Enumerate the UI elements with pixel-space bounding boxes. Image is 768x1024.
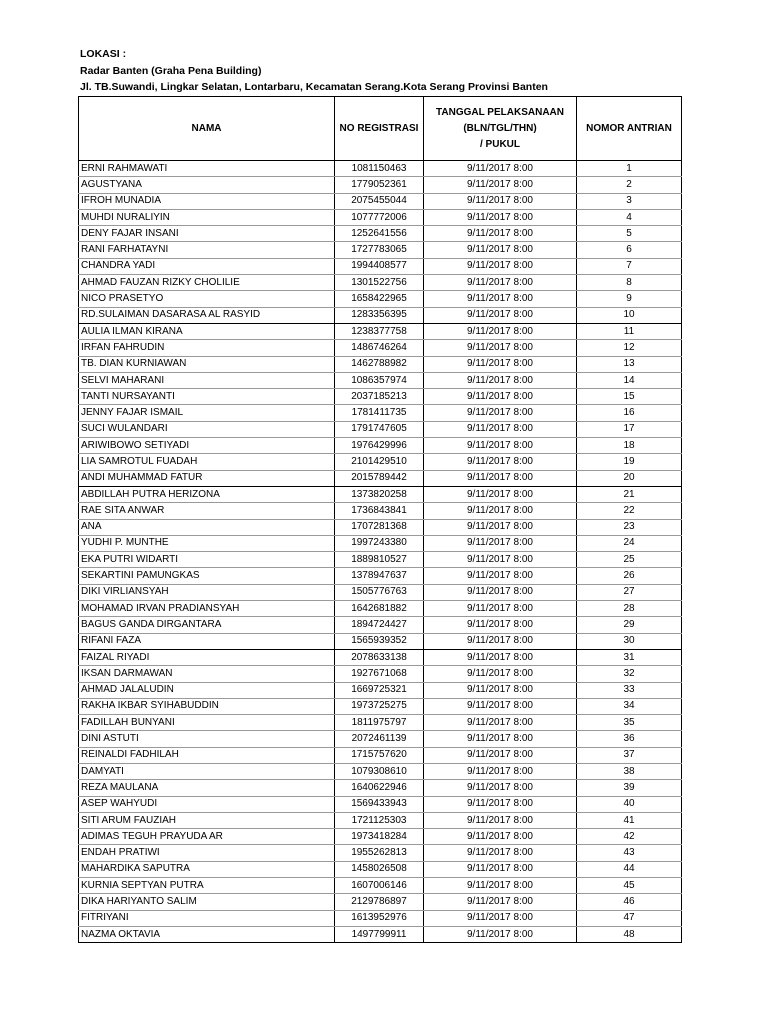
cell-no-registrasi: 1736843841 <box>335 503 424 519</box>
table-row <box>79 486 682 502</box>
cell-nomor-antrian: 14 <box>577 372 682 388</box>
cell-nama: LIA SAMROTUL FUADAH <box>79 454 335 470</box>
cell-no-registrasi: 2078633138 <box>335 649 424 665</box>
cell-no-registrasi: 1486746264 <box>335 340 424 356</box>
cell-nomor-antrian: 36 <box>577 731 682 747</box>
cell-nomor-antrian: 29 <box>577 617 682 633</box>
cell-tanggal: 9/11/2017 8:00 <box>424 535 577 551</box>
cell-no-registrasi: 1715757620 <box>335 747 424 763</box>
cell-nama: MUHDI NURALIYIN <box>79 209 335 225</box>
table-row <box>79 747 682 763</box>
cell-tanggal: 9/11/2017 8:00 <box>424 649 577 665</box>
cell-nomor-antrian: 23 <box>577 519 682 535</box>
cell-tanggal: 9/11/2017 8:00 <box>424 161 577 177</box>
cell-tanggal: 9/11/2017 8:00 <box>424 812 577 828</box>
cell-no-registrasi: 1252641556 <box>335 226 424 242</box>
cell-no-registrasi: 1565939352 <box>335 633 424 649</box>
table-row <box>79 226 682 242</box>
cell-no-registrasi: 1077772006 <box>335 209 424 225</box>
cell-nama: YUDHI P. MUNTHE <box>79 535 335 551</box>
table-row <box>79 926 682 942</box>
cell-nama: ABDILLAH PUTRA HERIZONA <box>79 486 335 502</box>
cell-tanggal: 9/11/2017 8:00 <box>424 307 577 323</box>
column-header-nama: NAMA <box>79 97 335 161</box>
cell-nomor-antrian: 15 <box>577 389 682 405</box>
cell-no-registrasi: 1973418284 <box>335 829 424 845</box>
cell-nomor-antrian: 10 <box>577 307 682 323</box>
cell-tanggal: 9/11/2017 8:00 <box>424 666 577 682</box>
cell-no-registrasi: 1086357974 <box>335 372 424 388</box>
cell-nama: ANA <box>79 519 335 535</box>
cell-nama: FITRIYANI <box>79 910 335 926</box>
cell-nomor-antrian: 21 <box>577 486 682 502</box>
cell-tanggal: 9/11/2017 8:00 <box>424 568 577 584</box>
cell-nomor-antrian: 22 <box>577 503 682 519</box>
cell-no-registrasi: 1505776763 <box>335 584 424 600</box>
cell-nama: IRFAN FAHRUDIN <box>79 340 335 356</box>
cell-nomor-antrian: 32 <box>577 666 682 682</box>
cell-tanggal: 9/11/2017 8:00 <box>424 926 577 942</box>
cell-tanggal: 9/11/2017 8:00 <box>424 894 577 910</box>
cell-nomor-antrian: 44 <box>577 861 682 877</box>
cell-nama: TB. DIAN KURNIAWAN <box>79 356 335 372</box>
cell-no-registrasi: 1894724427 <box>335 617 424 633</box>
cell-tanggal: 9/11/2017 8:00 <box>424 829 577 845</box>
cell-nomor-antrian: 46 <box>577 894 682 910</box>
cell-nama: AHMAD FAUZAN RIZKY CHOLILIE <box>79 275 335 291</box>
cell-no-registrasi: 1283356395 <box>335 307 424 323</box>
cell-nama: IFROH MUNADIA <box>79 193 335 209</box>
cell-tanggal: 9/11/2017 8:00 <box>424 519 577 535</box>
cell-no-registrasi: 1081150463 <box>335 161 424 177</box>
cell-no-registrasi: 2075455044 <box>335 193 424 209</box>
cell-nama: ARIWIBOWO SETIYADI <box>79 438 335 454</box>
table-row <box>79 796 682 812</box>
cell-nama: REINALDI FADHILAH <box>79 747 335 763</box>
cell-tanggal: 9/11/2017 8:00 <box>424 242 577 258</box>
cell-tanggal: 9/11/2017 8:00 <box>424 763 577 779</box>
table-row <box>79 503 682 519</box>
cell-no-registrasi: 1779052361 <box>335 177 424 193</box>
column-header-no-registrasi: NO REGISTRASI <box>335 97 424 161</box>
cell-nama: ANDI MUHAMMAD FATUR <box>79 470 335 486</box>
cell-no-registrasi: 2015789442 <box>335 470 424 486</box>
cell-nama: RANI FARHATAYNI <box>79 242 335 258</box>
cell-nama: AGUSTYANA <box>79 177 335 193</box>
cell-nomor-antrian: 42 <box>577 829 682 845</box>
cell-tanggal: 9/11/2017 8:00 <box>424 633 577 649</box>
cell-no-registrasi: 2072461139 <box>335 731 424 747</box>
cell-tanggal: 9/11/2017 8:00 <box>424 405 577 421</box>
table-row <box>79 780 682 796</box>
cell-nama: MOHAMAD IRVAN PRADIANSYAH <box>79 601 335 617</box>
column-header-nomor-antrian: NOMOR ANTRIAN <box>577 97 682 161</box>
table-row <box>79 666 682 682</box>
cell-nama: EKA PUTRI WIDARTI <box>79 552 335 568</box>
cell-tanggal: 9/11/2017 8:00 <box>424 372 577 388</box>
cell-no-registrasi: 1462788982 <box>335 356 424 372</box>
cell-no-registrasi: 1973725275 <box>335 698 424 714</box>
cell-nama: DIKI VIRLIANSYAH <box>79 584 335 600</box>
column-header-tanggal <box>424 97 577 161</box>
cell-nomor-antrian: 27 <box>577 584 682 600</box>
cell-nama: CHANDRA YADI <box>79 258 335 274</box>
table-row <box>79 258 682 274</box>
cell-no-registrasi: 1707281368 <box>335 519 424 535</box>
cell-nama: SELVI MAHARANI <box>79 372 335 388</box>
table-row <box>79 649 682 665</box>
cell-nomor-antrian: 12 <box>577 340 682 356</box>
cell-nomor-antrian: 16 <box>577 405 682 421</box>
cell-nomor-antrian: 37 <box>577 747 682 763</box>
table-row <box>79 617 682 633</box>
table-row <box>79 421 682 437</box>
table-row <box>79 910 682 926</box>
cell-tanggal: 9/11/2017 8:00 <box>424 845 577 861</box>
cell-nomor-antrian: 6 <box>577 242 682 258</box>
cell-no-registrasi: 1811975797 <box>335 715 424 731</box>
cell-nomor-antrian: 18 <box>577 438 682 454</box>
table-row <box>79 275 682 291</box>
cell-tanggal: 9/11/2017 8:00 <box>424 193 577 209</box>
cell-no-registrasi: 1569433943 <box>335 796 424 812</box>
cell-nomor-antrian: 38 <box>577 763 682 779</box>
table-row <box>79 161 682 177</box>
cell-nomor-antrian: 48 <box>577 926 682 942</box>
cell-tanggal: 9/11/2017 8:00 <box>424 731 577 747</box>
cell-tanggal: 9/11/2017 8:00 <box>424 486 577 502</box>
table-row <box>79 372 682 388</box>
cell-nama: DENY FAJAR INSANI <box>79 226 335 242</box>
cell-no-registrasi: 1721125303 <box>335 812 424 828</box>
cell-no-registrasi: 1669725321 <box>335 682 424 698</box>
cell-tanggal: 9/11/2017 8:00 <box>424 780 577 796</box>
table-row <box>79 454 682 470</box>
cell-tanggal: 9/11/2017 8:00 <box>424 584 577 600</box>
table-row <box>79 601 682 617</box>
cell-tanggal: 9/11/2017 8:00 <box>424 421 577 437</box>
cell-no-registrasi: 1955262813 <box>335 845 424 861</box>
cell-nomor-antrian: 19 <box>577 454 682 470</box>
cell-nama: RD.SULAIMAN DASARASA AL RASYID <box>79 307 335 323</box>
cell-tanggal: 9/11/2017 8:00 <box>424 356 577 372</box>
cell-no-registrasi: 1373820258 <box>335 486 424 502</box>
cell-nama: IKSAN DARMAWAN <box>79 666 335 682</box>
cell-nomor-antrian: 43 <box>577 845 682 861</box>
cell-tanggal: 9/11/2017 8:00 <box>424 209 577 225</box>
cell-nomor-antrian: 45 <box>577 878 682 894</box>
cell-tanggal: 9/11/2017 8:00 <box>424 617 577 633</box>
cell-nama: NAZMA OKTAVIA <box>79 926 335 942</box>
cell-no-registrasi: 2101429510 <box>335 454 424 470</box>
cell-nomor-antrian: 28 <box>577 601 682 617</box>
cell-tanggal: 9/11/2017 8:00 <box>424 910 577 926</box>
table-row <box>79 242 682 258</box>
table-row <box>79 193 682 209</box>
table-row <box>79 340 682 356</box>
cell-nama: DIKA HARIYANTO SALIM <box>79 894 335 910</box>
cell-tanggal: 9/11/2017 8:00 <box>424 503 577 519</box>
column-header-tanggal-line3: / PUKUL <box>480 138 520 150</box>
table-row <box>79 438 682 454</box>
cell-no-registrasi: 1613952976 <box>335 910 424 926</box>
cell-tanggal: 9/11/2017 8:00 <box>424 258 577 274</box>
cell-tanggal: 9/11/2017 8:00 <box>424 796 577 812</box>
cell-nomor-antrian: 35 <box>577 715 682 731</box>
table-row <box>79 307 682 323</box>
table-row <box>79 356 682 372</box>
location-label: LOKASI : <box>80 48 127 60</box>
cell-nomor-antrian: 41 <box>577 812 682 828</box>
table-row <box>79 894 682 910</box>
cell-tanggal: 9/11/2017 8:00 <box>424 438 577 454</box>
cell-no-registrasi: 1791747605 <box>335 421 424 437</box>
cell-nomor-antrian: 47 <box>577 910 682 926</box>
cell-tanggal: 9/11/2017 8:00 <box>424 715 577 731</box>
cell-tanggal: 9/11/2017 8:00 <box>424 226 577 242</box>
table-row <box>79 829 682 845</box>
table-row <box>79 698 682 714</box>
cell-tanggal: 9/11/2017 8:00 <box>424 470 577 486</box>
table-body <box>79 161 682 943</box>
cell-nama: MAHARDIKA SAPUTRA <box>79 861 335 877</box>
cell-tanggal: 9/11/2017 8:00 <box>424 340 577 356</box>
table-row <box>79 584 682 600</box>
table-row <box>79 519 682 535</box>
cell-no-registrasi: 1378947637 <box>335 568 424 584</box>
cell-tanggal: 9/11/2017 8:00 <box>424 747 577 763</box>
location-header <box>80 46 548 96</box>
cell-no-registrasi: 1889810527 <box>335 552 424 568</box>
cell-no-registrasi: 1642681882 <box>335 601 424 617</box>
cell-nomor-antrian: 33 <box>577 682 682 698</box>
cell-nomor-antrian: 40 <box>577 796 682 812</box>
cell-nomor-antrian: 30 <box>577 633 682 649</box>
table-row <box>79 682 682 698</box>
cell-nomor-antrian: 31 <box>577 649 682 665</box>
cell-tanggal: 9/11/2017 8:00 <box>424 454 577 470</box>
cell-no-registrasi: 2037185213 <box>335 389 424 405</box>
table-row <box>79 209 682 225</box>
cell-nama: NICO PRASETYO <box>79 291 335 307</box>
cell-nomor-antrian: 25 <box>577 552 682 568</box>
table-row <box>79 552 682 568</box>
cell-no-registrasi: 1658422965 <box>335 291 424 307</box>
cell-nama: REZA MAULANA <box>79 780 335 796</box>
cell-nama: RIFANI FAZA <box>79 633 335 649</box>
cell-nama: FADILLAH BUNYANI <box>79 715 335 731</box>
cell-nomor-antrian: 3 <box>577 193 682 209</box>
cell-tanggal: 9/11/2017 8:00 <box>424 177 577 193</box>
queue-table <box>78 96 682 943</box>
cell-no-registrasi: 1727783065 <box>335 242 424 258</box>
cell-nomor-antrian: 9 <box>577 291 682 307</box>
cell-tanggal: 9/11/2017 8:00 <box>424 323 577 339</box>
cell-nomor-antrian: 17 <box>577 421 682 437</box>
cell-no-registrasi: 1781411735 <box>335 405 424 421</box>
cell-nama: KURNIA SEPTYAN PUTRA <box>79 878 335 894</box>
cell-nomor-antrian: 24 <box>577 535 682 551</box>
cell-tanggal: 9/11/2017 8:00 <box>424 601 577 617</box>
cell-tanggal: 9/11/2017 8:00 <box>424 275 577 291</box>
cell-nama: SUCI WULANDARI <box>79 421 335 437</box>
cell-nama: AULIA ILMAN KIRANA <box>79 323 335 339</box>
cell-no-registrasi: 1976429996 <box>335 438 424 454</box>
cell-nama: TANTI NURSAYANTI <box>79 389 335 405</box>
cell-no-registrasi: 1238377758 <box>335 323 424 339</box>
cell-nomor-antrian: 26 <box>577 568 682 584</box>
cell-nama: ERNI RAHMAWATI <box>79 161 335 177</box>
cell-tanggal: 9/11/2017 8:00 <box>424 291 577 307</box>
table-row <box>79 535 682 551</box>
cell-nomor-antrian: 5 <box>577 226 682 242</box>
cell-no-registrasi: 1640622946 <box>335 780 424 796</box>
cell-tanggal: 9/11/2017 8:00 <box>424 861 577 877</box>
table-row <box>79 177 682 193</box>
cell-nomor-antrian: 13 <box>577 356 682 372</box>
cell-nomor-antrian: 8 <box>577 275 682 291</box>
table-row <box>79 845 682 861</box>
table-row <box>79 731 682 747</box>
cell-tanggal: 9/11/2017 8:00 <box>424 682 577 698</box>
table-row <box>79 812 682 828</box>
cell-no-registrasi: 2129786897 <box>335 894 424 910</box>
cell-nomor-antrian: 4 <box>577 209 682 225</box>
cell-nama: ADIMAS TEGUH PRAYUDA AR <box>79 829 335 845</box>
cell-nomor-antrian: 7 <box>577 258 682 274</box>
cell-nomor-antrian: 39 <box>577 780 682 796</box>
table-row <box>79 633 682 649</box>
cell-no-registrasi: 1458026508 <box>335 861 424 877</box>
cell-nama: JENNY FAJAR ISMAIL <box>79 405 335 421</box>
table-row <box>79 568 682 584</box>
cell-nama: BAGUS GANDA DIRGANTARA <box>79 617 335 633</box>
table-row <box>79 291 682 307</box>
cell-no-registrasi: 1927671068 <box>335 666 424 682</box>
cell-nama: AHMAD JALALUDIN <box>79 682 335 698</box>
cell-no-registrasi: 1079308610 <box>335 763 424 779</box>
cell-no-registrasi: 1997243380 <box>335 535 424 551</box>
cell-nomor-antrian: 11 <box>577 323 682 339</box>
cell-tanggal: 9/11/2017 8:00 <box>424 698 577 714</box>
table-row <box>79 861 682 877</box>
cell-nomor-antrian: 2 <box>577 177 682 193</box>
location-building: Radar Banten (Graha Pena Building) <box>80 64 262 77</box>
table-row <box>79 878 682 894</box>
cell-nomor-antrian: 20 <box>577 470 682 486</box>
cell-nama: RAE SITA ANWAR <box>79 503 335 519</box>
cell-nama: FAIZAL RIYADI <box>79 649 335 665</box>
cell-nama: DAMYATI <box>79 763 335 779</box>
cell-tanggal: 9/11/2017 8:00 <box>424 878 577 894</box>
cell-nomor-antrian: 34 <box>577 698 682 714</box>
table-header-row <box>79 97 682 161</box>
cell-no-registrasi: 1497799911 <box>335 926 424 942</box>
cell-nama: SEKARTINI PAMUNGKAS <box>79 568 335 584</box>
location-address: Jl. TB.Suwandi, Lingkar Selatan, Lontarbaru, Kecamatan Serang.Kota Serang Provinsi Banten <box>80 81 548 93</box>
table-row <box>79 405 682 421</box>
cell-nama: ASEP WAHYUDI <box>79 796 335 812</box>
column-header-tanggal-line1: TANGGAL PELAKSANAAN <box>436 106 564 118</box>
cell-no-registrasi: 1607006146 <box>335 878 424 894</box>
cell-no-registrasi: 1301522756 <box>335 275 424 291</box>
table-row <box>79 323 682 339</box>
cell-nomor-antrian: 1 <box>577 161 682 177</box>
table-row <box>79 763 682 779</box>
table-row <box>79 715 682 731</box>
table-row <box>79 389 682 405</box>
cell-no-registrasi: 1994408577 <box>335 258 424 274</box>
cell-nama: RAKHA IKBAR SYIHABUDDIN <box>79 698 335 714</box>
cell-nama: ENDAH PRATIWI <box>79 845 335 861</box>
cell-nama: SITI ARUM FAUZIAH <box>79 812 335 828</box>
cell-nama: DINI ASTUTI <box>79 731 335 747</box>
cell-tanggal: 9/11/2017 8:00 <box>424 389 577 405</box>
cell-tanggal: 9/11/2017 8:00 <box>424 552 577 568</box>
table-row <box>79 470 682 486</box>
column-header-tanggal-line2: (BLN/TGL/THN) <box>463 122 537 134</box>
